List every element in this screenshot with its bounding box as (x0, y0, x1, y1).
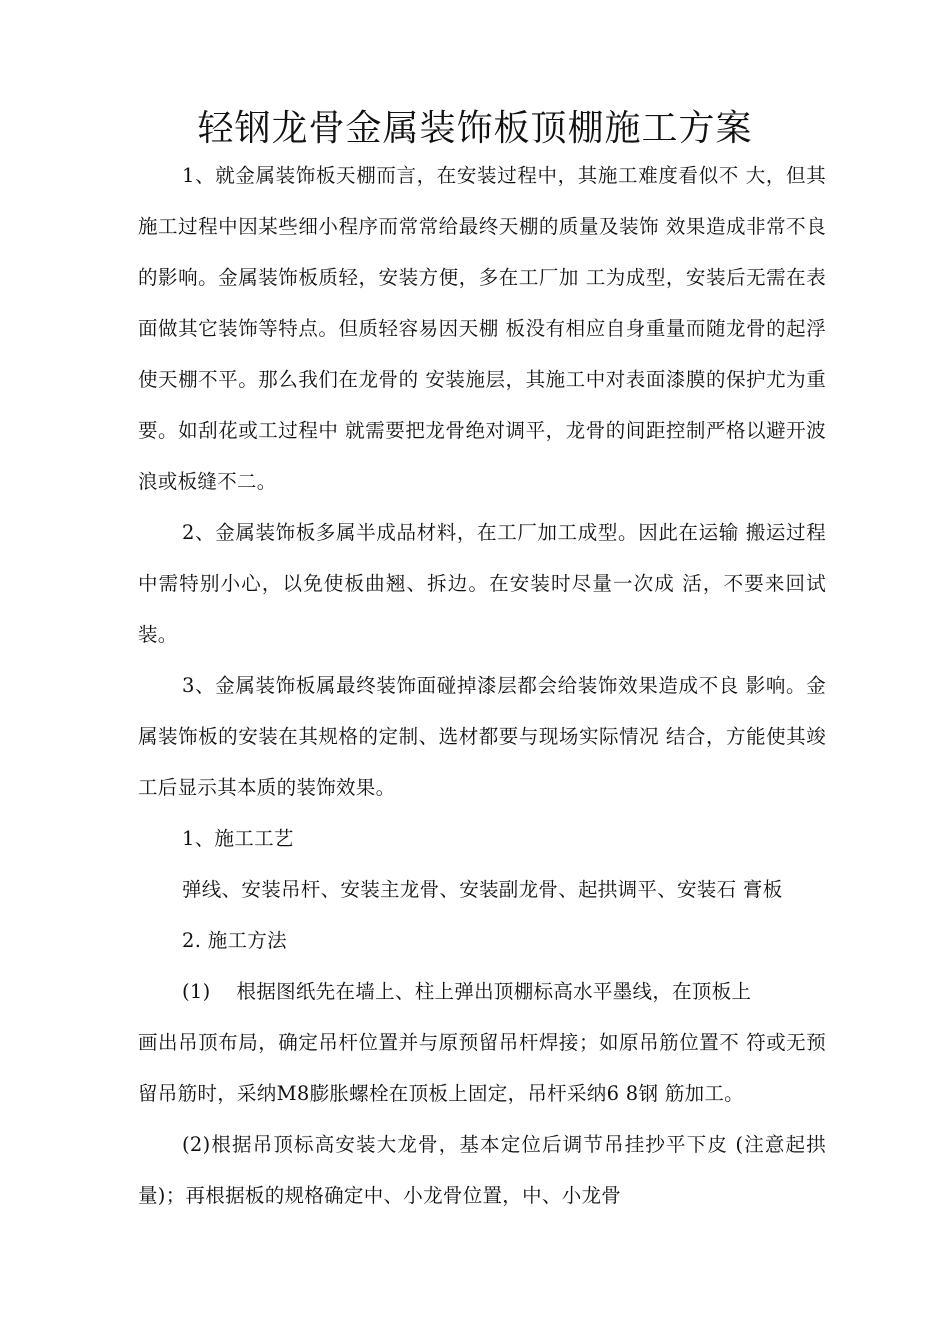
process-steps: 弹线、安装吊杆、安装主龙骨、安装副龙骨、起拱调平、安装石 膏板 (182, 878, 783, 901)
section-heading-method: 2. 施工方法 (182, 929, 287, 952)
paragraph-3: 3、金属装饰板属最终装饰面碰掉漆层都会给装饰效果造成不良 影响。金属装饰板的安装在其规格的定制、选材都要与现场实际情况 结合，方能使其竣工后显示其本质的装饰效果。 (138, 674, 826, 799)
document-title: 轻钢龙骨金属装饰板顶棚施工方案 (197, 108, 753, 149)
method-step-1-continued: 画出吊顶布局，确定吊杆位置并与原预留吊杆焊接；如原吊筋位置不 符或无预留吊筋时，采纳M8膨胀螺栓在顶板上固定，吊杆采纳6 8钢 筋加工。 (138, 1031, 826, 1105)
section-heading-process: 1、施工工艺 (182, 827, 294, 850)
method-step-1-line: (1) 根据图纸先在墙上、柱上弹出顶棚标高水平墨线，在顶板上 (182, 980, 752, 1003)
method-step-2: (2)根据吊顶标高安装大龙骨，基本定位后调节吊挂抄平下皮 (注意起拱量)；再根据板的规格确定中、小龙骨位置，中、小龙骨 (138, 1133, 826, 1207)
paragraph-1: 1、就金属装饰板天棚而言，在安装过程中，其施工难度看似不 大，但其施工过程中因某些细小程序而常常给最终天棚的质量及装饰 效果造成非常不良的影响。金属装饰板质轻，安装方便，多在工厂加 工为成型，安装后无需在表面做其它装饰等特点。但质轻容易因天棚 板没有相应自身重量而随龙骨的起浮使天棚不平。那么我们在龙骨的 安装施层，其施工中对表面漆膜的保护尤为重要。如刮花或工过程中 就需要把龙骨绝对调平，龙骨的间距控制严格以避开波浪或板缝不二。 (138, 164, 826, 493)
paragraph-2: 2、金属装饰板多属半成品材料，在工厂加工成型。因此在运输 搬运过程中需特别小心，以免使板曲翘、拆边。在安装时尽量一次成 活，不要来回试装。 (138, 521, 826, 646)
document-body (138, 150, 826, 1221)
